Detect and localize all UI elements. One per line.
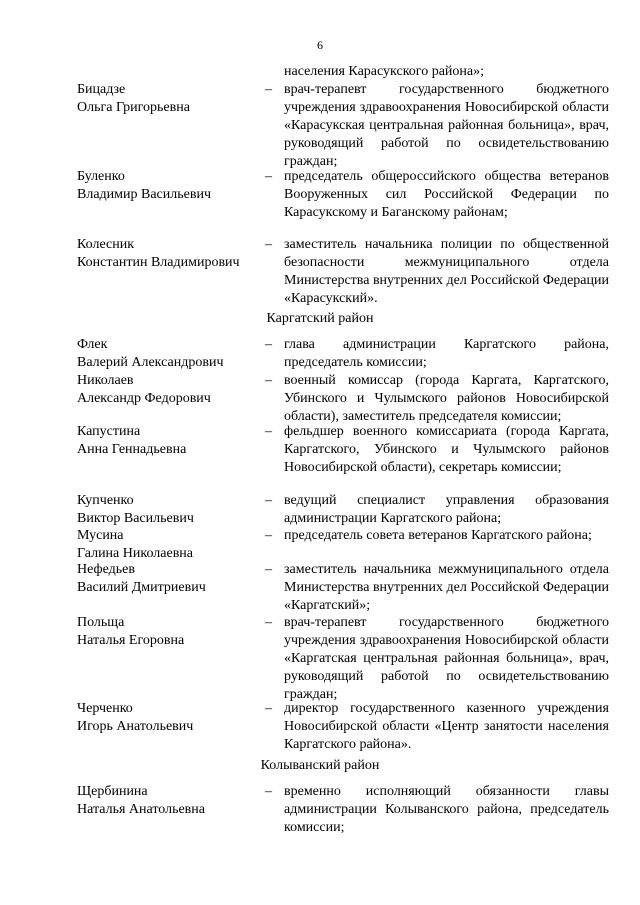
page-number: 6	[317, 38, 323, 52]
dash: –	[265, 784, 272, 799]
member-surname: Флек	[77, 337, 108, 352]
member-given-names: Наталья Анатольевна	[77, 802, 206, 817]
member-given-names: Константин Владимирович	[77, 255, 240, 270]
member-name	[77, 423, 186, 459]
member-name	[77, 492, 194, 528]
member-description: заместитель начальника полиции по общественной безопасности межмуниципального отдела Министерства внутренних дел Российской Федерации «Карасукский».	[284, 237, 609, 306]
member-description: врач-терапевт государственного бюджетного учреждения здравоохранения Новосибирской области «Каргатская центральная районная больница», врач, руководящий работой по освидетельствованию граждан;	[284, 615, 609, 702]
member-given-names: Анна Геннадьевна	[77, 442, 187, 457]
member-given-names: Галина Николаевна	[77, 546, 194, 561]
member-surname: Колесник	[77, 237, 135, 252]
member-surname: Буленко	[77, 169, 125, 184]
dash: –	[265, 493, 272, 508]
member-surname: Капустина	[77, 424, 141, 439]
member-surname: Николаев	[77, 373, 134, 388]
dash: –	[265, 169, 272, 184]
member-description: фельдшер военного комиссариата (города Каргата, Каргатского, Убинского и Чулымского районов Новосибирской области), секретарь комиссии;	[284, 424, 609, 475]
member-surname: Черченко	[77, 701, 133, 716]
continuation-text: населения Карасукского района»;	[284, 64, 484, 79]
dash: –	[265, 615, 272, 630]
member-description: директор государственного казенного учреждения Новосибирской области «Центр занятости населения Каргатского района».	[284, 701, 609, 752]
dash: –	[265, 237, 272, 252]
dash: –	[265, 82, 272, 97]
member-given-names: Василий Дмитриевич	[77, 580, 206, 595]
member-description: председатель совета ветеранов Каргатского района;	[284, 528, 592, 543]
member-name	[77, 372, 211, 408]
member-name	[77, 783, 205, 819]
dash: –	[265, 424, 272, 439]
member-given-names: Виктор Васильевич	[77, 511, 194, 526]
member-description: заместитель начальника межмуниципального отдела Министерства внутренних дел Российской Федерации «Каргатский»;	[284, 562, 609, 613]
member-given-names: Владимир Васильевич	[77, 187, 211, 202]
dash: –	[265, 337, 272, 352]
member-name	[77, 561, 206, 597]
member-name	[77, 81, 190, 117]
member-description: военный комиссар (города Каргата, Каргатского, Убинского и Чулымского районов Новосибирской области), заместитель председателя комиссии;	[284, 373, 609, 424]
member-name	[77, 168, 211, 204]
member-description: глава администрации Каргатского района, председатель комиссии;	[284, 337, 609, 370]
member-name	[77, 236, 240, 272]
member-surname: Польща	[77, 615, 125, 630]
member-name	[77, 614, 184, 650]
dash: –	[265, 373, 272, 388]
member-given-names: Наталья Егоровна	[77, 633, 185, 648]
district-heading: Каргатский район	[266, 311, 374, 326]
member-given-names: Александр Федорович	[77, 391, 211, 406]
member-surname: Щербинина	[77, 784, 148, 799]
dash: –	[265, 528, 272, 543]
member-description: временно исполняющий обязанности главы администрации Колыванского района, председатель комиссии;	[284, 784, 609, 835]
member-surname: Мусина	[77, 528, 124, 543]
dash: –	[265, 562, 272, 577]
dash: –	[265, 701, 272, 716]
member-surname: Бицадзе	[77, 82, 126, 97]
member-name	[77, 336, 223, 372]
member-description: председатель общероссийского общества ветеранов Вооруженных сил Российской Федерации по Карасукскому и Баганскому районам;	[284, 169, 609, 220]
member-surname: Нефедьев	[77, 562, 135, 577]
member-given-names: Ольга Григорьевна	[77, 100, 190, 115]
member-description: ведущий специалист управления образования администрации Каргатского района;	[284, 493, 609, 526]
district-heading: Колыванский район	[260, 758, 380, 773]
member-description: врач-терапевт государственного бюджетного учреждения здравоохранения Новосибирской области «Карасукская центральная районная больница», врач, руководящий работой по освидетельствованию граждан;	[284, 82, 609, 169]
member-given-names: Валерий Александрович	[77, 355, 224, 370]
member-given-names: Игорь Анатольевич	[77, 719, 194, 734]
member-surname: Купченко	[77, 493, 134, 508]
member-name	[77, 527, 193, 563]
member-name	[77, 700, 193, 736]
